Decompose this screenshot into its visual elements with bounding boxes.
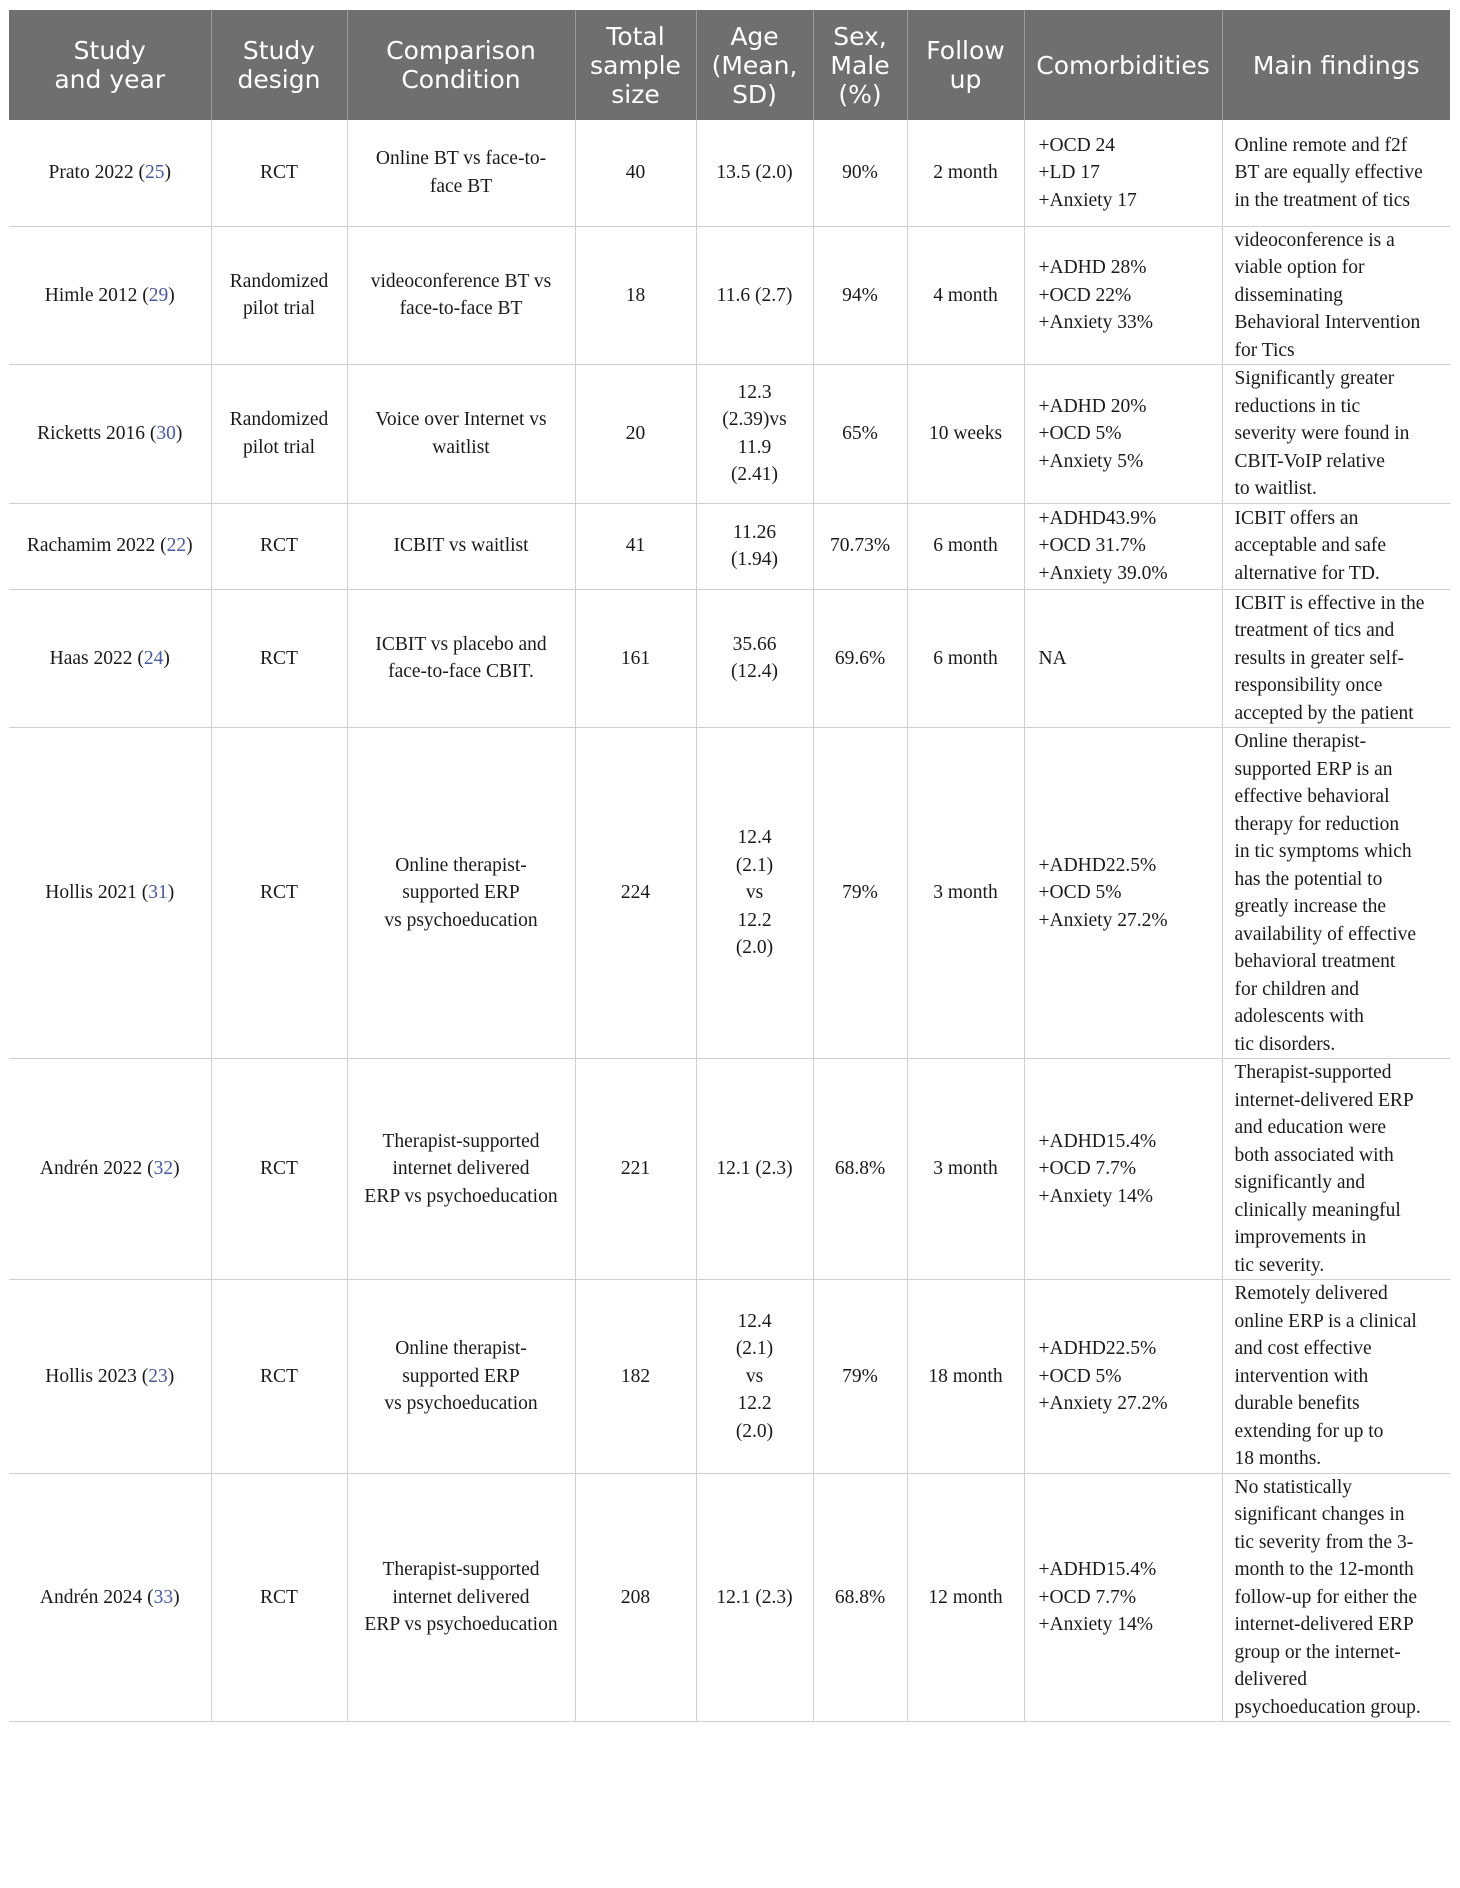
- comorbidities-cell: [1024, 365, 1222, 504]
- study-paren: ): [175, 423, 183, 444]
- study-paren: ): [173, 1158, 180, 1180]
- findings-cell-line: videoconference is a: [1234, 229, 1395, 251]
- findings-cell: [1222, 226, 1450, 365]
- comparison-cell: [347, 365, 575, 504]
- follow-up-cell: 6 month: [907, 503, 1024, 589]
- findings-cell-line: availability of effective: [1234, 923, 1417, 945]
- findings-cell-line: significantly and: [1234, 1172, 1366, 1193]
- comorbidities-cell-line: +Anxiety 33%: [1038, 312, 1153, 333]
- findings-cell-line: for Tics: [1234, 339, 1295, 361]
- design-cell-line: Randomized: [229, 409, 329, 431]
- comparison-cell-line: face-to-face BT: [399, 298, 523, 320]
- findings-cell-line: month to the 12-month: [1234, 1559, 1414, 1580]
- study-name: Ricketts 2016 (: [37, 423, 157, 444]
- comorbidities-cell-line: +OCD 7.7%: [1038, 1158, 1137, 1180]
- findings-cell-line: behavioral treatment: [1234, 951, 1396, 972]
- findings-cell-line: effective behavioral: [1234, 786, 1390, 807]
- comorbidities-cell: [1024, 1059, 1222, 1280]
- study-paren: ): [167, 882, 175, 904]
- findings-cell: [1222, 120, 1450, 226]
- findings-cell-line: in tic symptoms which: [1234, 841, 1412, 862]
- table-row: [9, 1473, 1450, 1722]
- study-paren: ): [167, 1365, 175, 1387]
- age-cell-line: 11.6 (2.7): [716, 284, 793, 306]
- design-cell-line: pilot trial: [242, 436, 316, 458]
- findings-cell-line: reductions in tic: [1234, 395, 1361, 417]
- age-cell-line: 12.1 (2.3): [716, 1158, 793, 1180]
- header-text: size: [611, 79, 660, 109]
- design-cell-line: RCT: [260, 1586, 298, 1608]
- findings-cell: [1222, 728, 1450, 1059]
- header-text: Comorbidities: [1036, 50, 1210, 80]
- findings-cell-line: Remotely delivered: [1234, 1283, 1388, 1304]
- age-cell-line: (2.1): [735, 854, 774, 876]
- findings-cell-line: online ERP is a clinical: [1234, 1310, 1417, 1332]
- age-cell-line: (2.39)vs: [722, 409, 787, 431]
- sex-male-cell: 79%: [813, 728, 907, 1059]
- comorbidities-cell-line: +Anxiety 17: [1038, 189, 1137, 211]
- comparison-cell-line: ICBIT vs waitlist: [393, 535, 529, 557]
- table-row: [9, 728, 1450, 1059]
- findings-cell-line: follow-up for either the: [1234, 1586, 1417, 1608]
- header-row: [9, 10, 1450, 120]
- study-name: Prato 2022 (: [48, 162, 145, 183]
- comorbidities-cell-line: +Anxiety 39.0%: [1038, 562, 1168, 584]
- reference-link[interactable]: 22: [166, 535, 187, 557]
- reference-link[interactable]: 30: [156, 423, 176, 444]
- follow-up-cell: 4 month: [907, 226, 1024, 365]
- header-text: and year: [54, 65, 166, 94]
- findings-cell-line: responsibility once: [1234, 675, 1383, 696]
- header-text: Total: [606, 21, 665, 51]
- findings-cell-line: Online remote and f2f: [1234, 134, 1408, 156]
- age-cell: [696, 1473, 813, 1722]
- sample-size-cell: 40: [575, 120, 696, 226]
- age-cell: [696, 226, 813, 365]
- header-text: Comparison: [386, 36, 536, 65]
- findings-cell-line: for children and: [1234, 978, 1360, 1000]
- header-text: sample: [590, 50, 681, 80]
- age-cell-line: 13.5 (2.0): [716, 162, 793, 183]
- age-cell-line: 12.2: [737, 909, 772, 931]
- findings-cell-line: 18 months.: [1234, 1448, 1322, 1469]
- comparison-cell-line: vs psychoeducation: [384, 1393, 538, 1414]
- findings-cell: [1222, 503, 1450, 589]
- comorbidities-cell-line: +ADHD22.5%: [1038, 854, 1157, 876]
- comorbidities-cell: [1024, 1280, 1222, 1474]
- reference-link[interactable]: 29: [148, 284, 169, 306]
- reference-link[interactable]: 32: [153, 1158, 174, 1180]
- findings-cell-line: to waitlist.: [1234, 478, 1317, 499]
- age-cell-line: vs: [745, 882, 764, 904]
- design-cell: [211, 1059, 347, 1280]
- comparison-cell: [347, 589, 575, 728]
- header-text: Follow: [926, 36, 1005, 65]
- comparison-cell-line: waitlist: [432, 436, 490, 458]
- comorbidities-cell: [1024, 503, 1222, 589]
- design-cell: [211, 120, 347, 226]
- reference-link[interactable]: 33: [153, 1586, 174, 1608]
- findings-cell-line: and cost effective: [1234, 1338, 1372, 1359]
- age-cell: [696, 1059, 813, 1280]
- design-cell: [211, 589, 347, 728]
- study-name: Hollis 2021 (: [45, 882, 149, 904]
- study-paren: ): [186, 535, 193, 557]
- age-cell-line: 11.9: [737, 436, 772, 458]
- follow-up-cell: 3 month: [907, 1059, 1024, 1280]
- comorbidities-cell-line: +Anxiety 27.2%: [1038, 1393, 1168, 1414]
- comparison-cell: [347, 728, 575, 1059]
- findings-cell-line: BT are equally effective: [1234, 162, 1423, 183]
- comparison-cell-line: Therapist-supported: [382, 1559, 540, 1580]
- comparison-cell-line: Online therapist-: [395, 1338, 527, 1359]
- comorbidities-cell: [1024, 1473, 1222, 1722]
- comparison-cell-line: internet delivered: [392, 1586, 530, 1608]
- header-age: [696, 10, 813, 120]
- comorbidities-cell-line: +OCD 22%: [1038, 284, 1132, 306]
- age-cell: [696, 589, 813, 728]
- findings-cell-line: severity were found in: [1234, 423, 1410, 444]
- age-cell-line: (12.4): [730, 661, 779, 683]
- findings-cell-line: Significantly greater: [1234, 368, 1395, 389]
- findings-cell-line: results in greater self-: [1234, 647, 1404, 669]
- follow-up-cell: 18 month: [907, 1280, 1024, 1474]
- comorbidities-cell-line: +OCD 31.7%: [1038, 535, 1146, 557]
- findings-cell-line: both associated with: [1234, 1144, 1394, 1166]
- design-cell: [211, 226, 347, 365]
- findings-cell-line: acceptable and safe: [1234, 535, 1387, 557]
- findings-cell-line: ICBIT is effective in the: [1234, 592, 1425, 614]
- reference-link[interactable]: 31: [148, 882, 168, 904]
- age-cell-line: 12.1 (2.3): [716, 1586, 793, 1608]
- header-text: Study: [242, 36, 316, 65]
- findings-cell-line: therapy for reduction: [1234, 813, 1400, 835]
- sex-male-cell: 90%: [813, 120, 907, 226]
- findings-cell-line: delivered: [1234, 1669, 1308, 1690]
- design-cell-line: RCT: [260, 647, 298, 669]
- header-text: SD): [732, 79, 777, 109]
- study-paren: ): [173, 1586, 180, 1608]
- header-text: Main findings: [1252, 50, 1420, 80]
- header-sample-size: [575, 10, 696, 120]
- age-cell-line: (2.0): [735, 1420, 774, 1442]
- findings-cell: [1222, 1473, 1450, 1722]
- study-name: Andrén 2024 (: [39, 1586, 154, 1608]
- comorbidities-cell-line: +OCD 5%: [1038, 1365, 1122, 1387]
- study-cell: [9, 503, 211, 589]
- design-cell-line: pilot trial: [242, 298, 316, 320]
- findings-cell-line: tic disorders.: [1234, 1033, 1336, 1055]
- table-row: [9, 589, 1450, 728]
- header-comorbidities: [1024, 10, 1222, 120]
- comorbidities-cell-line: +ADHD 28%: [1038, 257, 1147, 278]
- header-text: design: [237, 65, 321, 94]
- table-row: [9, 1280, 1450, 1474]
- table-row: [9, 120, 1450, 226]
- comparison-cell-line: internet delivered: [392, 1158, 530, 1180]
- comorbidities-cell-line: +ADHD15.4%: [1038, 1559, 1157, 1580]
- design-cell: [211, 728, 347, 1059]
- design-cell: [211, 365, 347, 504]
- header-text: up: [949, 65, 982, 94]
- age-cell: [696, 120, 813, 226]
- reference-link[interactable]: 23: [148, 1365, 168, 1387]
- study-cell: [9, 120, 211, 226]
- comorbidities-cell-line: +Anxiety 27.2%: [1038, 909, 1168, 931]
- findings-cell-line: group or the internet-: [1234, 1641, 1401, 1663]
- comorbidities-cell-line: +OCD 7.7%: [1038, 1586, 1137, 1608]
- age-cell: [696, 365, 813, 504]
- follow-up-cell: 10 weeks: [907, 365, 1024, 504]
- comorbidities-cell-line: +OCD 5%: [1038, 882, 1122, 904]
- comparison-cell-line: ERP vs psychoeducation: [364, 1185, 558, 1207]
- sample-size-cell: 161: [575, 589, 696, 728]
- follow-up-cell: 3 month: [907, 728, 1024, 1059]
- design-cell-line: RCT: [260, 882, 298, 904]
- findings-cell-line: ICBIT offers an: [1234, 507, 1359, 529]
- age-cell: [696, 1280, 813, 1474]
- sex-male-cell: 69.6%: [813, 589, 907, 728]
- follow-up-cell: 2 month: [907, 120, 1024, 226]
- table-row: [9, 1059, 1450, 1280]
- study-paren: ): [163, 647, 170, 669]
- design-cell: [211, 1280, 347, 1474]
- comorbidities-cell-line: +ADHD43.9%: [1038, 507, 1157, 529]
- study-name: Hollis 2023 (: [45, 1365, 149, 1387]
- header-text: Age: [730, 21, 779, 51]
- findings-cell-line: greatly increase the: [1234, 896, 1387, 917]
- age-cell-line: 35.66: [732, 633, 777, 655]
- comorbidities-cell-line: +ADHD22.5%: [1038, 1338, 1157, 1359]
- findings-cell-line: durable benefits: [1234, 1393, 1360, 1414]
- study-name: Rachamim 2022 (: [26, 535, 167, 557]
- reference-link[interactable]: 25: [144, 162, 165, 183]
- findings-cell: [1222, 1059, 1450, 1280]
- study-name: Haas 2022 (: [49, 647, 144, 669]
- sample-size-cell: 41: [575, 503, 696, 589]
- findings-cell: [1222, 365, 1450, 504]
- findings-cell-line: Online therapist-: [1234, 731, 1367, 752]
- header-text: (%): [838, 79, 882, 109]
- sample-size-cell: 208: [575, 1473, 696, 1722]
- study-name: Himle 2012 (: [44, 284, 149, 306]
- study-cell: [9, 1280, 211, 1474]
- age-cell-line: (1.94): [730, 549, 779, 570]
- age-cell-line: vs: [745, 1365, 764, 1387]
- study-cell: [9, 589, 211, 728]
- age-cell-line: 12.4: [737, 1310, 772, 1332]
- comparison-cell-line: Voice over Internet vs: [375, 409, 547, 431]
- table-container: [9, 10, 1450, 1722]
- findings-cell-line: and education were: [1234, 1117, 1387, 1138]
- findings-cell-line: Behavioral Intervention: [1234, 312, 1421, 333]
- study-cell: [9, 1473, 211, 1722]
- comparison-cell: [347, 1473, 575, 1722]
- design-cell: [211, 503, 347, 589]
- study-paren: ): [164, 162, 171, 183]
- comparison-cell-line: supported ERP: [402, 1365, 520, 1387]
- findings-cell-line: disseminating: [1234, 284, 1343, 306]
- findings-cell-line: viable option for: [1234, 257, 1365, 278]
- study-name: Andrén 2022 (: [39, 1158, 154, 1180]
- follow-up-cell: 12 month: [907, 1473, 1024, 1722]
- design-cell: [211, 1473, 347, 1722]
- findings-cell-line: adolescents with: [1234, 1006, 1364, 1027]
- findings-cell-line: in the treatment of tics: [1234, 189, 1410, 211]
- age-cell-line: 11.26: [732, 521, 777, 543]
- findings-cell-line: intervention with: [1234, 1365, 1369, 1387]
- findings-cell-line: extending for up to: [1234, 1420, 1384, 1442]
- comparison-cell-line: face BT: [429, 175, 493, 197]
- comorbidities-cell-line: +Anxiety 14%: [1038, 1185, 1153, 1207]
- comorbidities-cell: [1024, 728, 1222, 1059]
- findings-cell-line: treatment of tics and: [1234, 620, 1395, 641]
- age-cell: [696, 728, 813, 1059]
- study-paren: ): [168, 284, 175, 306]
- comorbidities-cell-line: NA: [1038, 647, 1067, 669]
- findings-cell-line: supported ERP is an: [1234, 758, 1393, 780]
- comparison-cell-line: Online therapist-: [395, 854, 527, 876]
- age-cell: [696, 503, 813, 589]
- header-study-year: [9, 10, 211, 120]
- studies-table: [9, 10, 1450, 1722]
- study-cell: [9, 365, 211, 504]
- findings-cell-line: No statistically: [1234, 1476, 1353, 1498]
- comparison-cell-line: videoconference BT vs: [370, 270, 552, 292]
- header-sex-male: [813, 10, 907, 120]
- comorbidities-cell: [1024, 589, 1222, 728]
- sample-size-cell: 20: [575, 365, 696, 504]
- age-cell-line: 12.3: [737, 381, 772, 403]
- findings-cell-line: tic severity.: [1234, 1254, 1325, 1276]
- design-cell-line: RCT: [260, 535, 298, 557]
- comparison-cell: [347, 1280, 575, 1474]
- sample-size-cell: 18: [575, 226, 696, 365]
- sample-size-cell: 221: [575, 1059, 696, 1280]
- comparison-cell: [347, 120, 575, 226]
- findings-cell: [1222, 589, 1450, 728]
- findings-cell: [1222, 1280, 1450, 1474]
- sex-male-cell: 68.8%: [813, 1059, 907, 1280]
- study-cell: [9, 226, 211, 365]
- sex-male-cell: 94%: [813, 226, 907, 365]
- design-cell-line: Randomized: [229, 270, 329, 292]
- comparison-cell-line: Online BT vs face-to-: [375, 148, 547, 170]
- header-text: Study: [73, 36, 146, 65]
- findings-cell-line: internet-delivered ERP: [1234, 1089, 1414, 1111]
- comparison-cell-line: supported ERP: [402, 882, 520, 904]
- comparison-cell: [347, 503, 575, 589]
- age-cell-line: 12.4: [737, 827, 772, 849]
- header-text: Male: [830, 50, 890, 80]
- table-row: [9, 365, 1450, 504]
- findings-cell-line: internet-delivered ERP: [1234, 1614, 1414, 1635]
- sex-male-cell: 70.73%: [813, 503, 907, 589]
- table-body: [9, 120, 1450, 1722]
- age-cell-line: (2.1): [735, 1338, 774, 1359]
- age-cell-line: 12.2: [737, 1393, 772, 1414]
- header-text: (Mean,: [711, 50, 798, 80]
- header-text: Condition: [401, 65, 521, 94]
- sample-size-cell: 224: [575, 728, 696, 1059]
- comorbidities-cell-line: +OCD 5%: [1038, 423, 1122, 444]
- comorbidities-cell-line: +LD 17: [1038, 162, 1100, 183]
- comorbidities-cell-line: +Anxiety 5%: [1038, 450, 1144, 472]
- header-comparison: [347, 10, 575, 120]
- study-cell: [9, 728, 211, 1059]
- follow-up-cell: 6 month: [907, 589, 1024, 728]
- design-cell-line: RCT: [260, 1365, 298, 1387]
- header-study-design: [211, 10, 347, 120]
- table-row: [9, 226, 1450, 365]
- age-cell-line: (2.41): [730, 464, 779, 486]
- findings-cell-line: alternative for TD.: [1234, 562, 1380, 584]
- table-header: [9, 10, 1450, 120]
- sex-male-cell: 65%: [813, 365, 907, 504]
- comparison-cell: [347, 226, 575, 365]
- header-main-findings: [1222, 10, 1450, 120]
- comparison-cell-line: ERP vs psychoeducation: [364, 1614, 558, 1635]
- findings-cell-line: tic severity from the 3-: [1234, 1531, 1414, 1553]
- reference-link[interactable]: 24: [143, 647, 164, 669]
- comorbidities-cell: [1024, 120, 1222, 226]
- comorbidities-cell-line: +ADHD 20%: [1038, 395, 1147, 417]
- comparison-cell-line: vs psychoeducation: [384, 909, 538, 931]
- findings-cell-line: clinically meaningful: [1234, 1199, 1401, 1221]
- comparison-cell-line: ICBIT vs placebo and: [375, 633, 547, 655]
- findings-cell-line: improvements in: [1234, 1227, 1367, 1248]
- findings-cell-line: psychoeducation group.: [1234, 1696, 1421, 1718]
- comparison-cell-line: face-to-face CBIT.: [388, 661, 534, 683]
- design-cell-line: RCT: [260, 162, 298, 183]
- comparison-cell: [347, 1059, 575, 1280]
- comorbidities-cell-line: +Anxiety 14%: [1038, 1614, 1153, 1635]
- sex-male-cell: 79%: [813, 1280, 907, 1474]
- comorbidities-cell-line: +ADHD15.4%: [1038, 1130, 1157, 1152]
- comparison-cell-line: Therapist-supported: [382, 1130, 540, 1152]
- header-text: Sex,: [833, 21, 887, 51]
- findings-cell-line: significant changes in: [1234, 1504, 1405, 1525]
- header-follow-up: [907, 10, 1024, 120]
- sample-size-cell: 182: [575, 1280, 696, 1474]
- findings-cell-line: CBIT-VoIP relative: [1234, 450, 1385, 472]
- findings-cell-line: accepted by the patient: [1234, 702, 1414, 724]
- age-cell-line: (2.0): [735, 937, 774, 959]
- table-row: [9, 503, 1450, 589]
- comorbidities-cell-line: +OCD 24: [1038, 134, 1116, 156]
- findings-cell-line: Therapist-supported: [1234, 1062, 1392, 1083]
- study-cell: [9, 1059, 211, 1280]
- design-cell-line: RCT: [260, 1158, 298, 1180]
- findings-cell-line: has the potential to: [1234, 868, 1383, 890]
- sex-male-cell: 68.8%: [813, 1473, 907, 1722]
- comorbidities-cell: [1024, 226, 1222, 365]
